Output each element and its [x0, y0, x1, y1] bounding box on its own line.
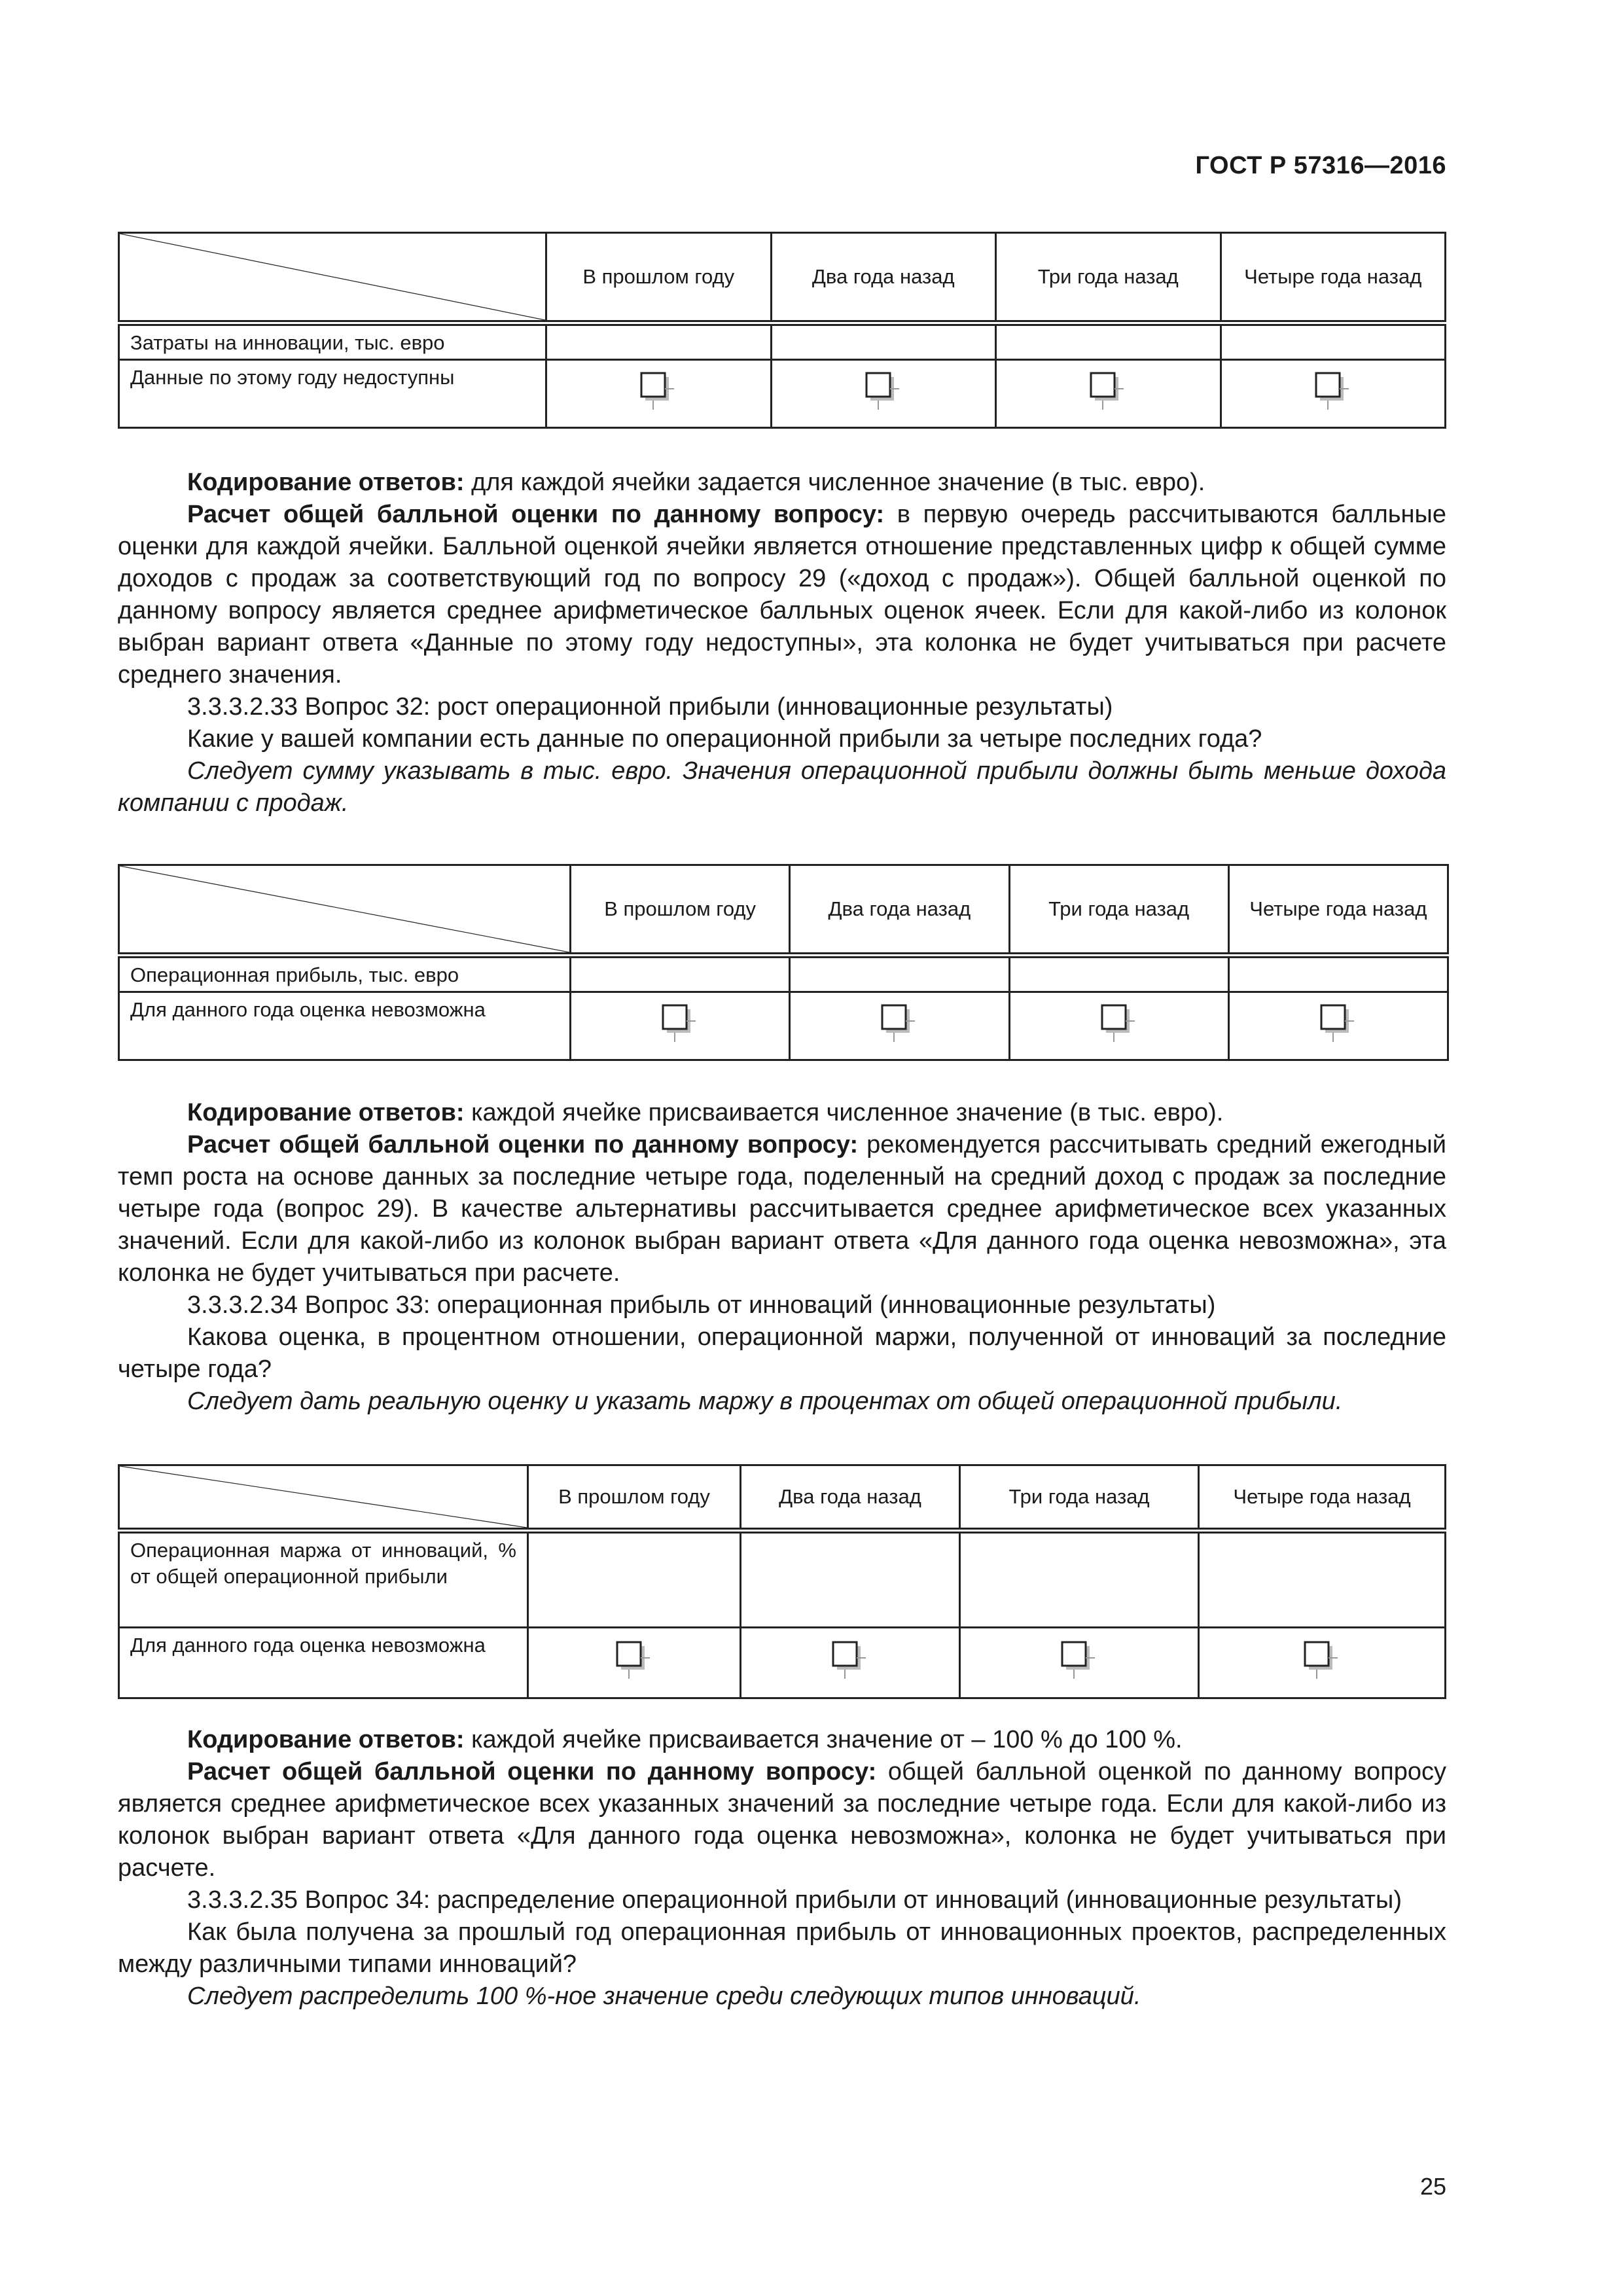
checkbox-icon[interactable] — [1304, 1641, 1340, 1680]
checkbox-icon[interactable] — [1101, 1004, 1137, 1043]
checkbox-icon[interactable] — [616, 1641, 652, 1680]
column-header: Три года назад — [1009, 865, 1228, 956]
diagonal-header-cell — [119, 1465, 528, 1531]
column-header: Четыре года назад — [1199, 1465, 1446, 1531]
row-label: Данные по этому году недоступны — [119, 360, 546, 428]
text-block-3 — [118, 1724, 1446, 2013]
column-header: Два года назад — [771, 233, 996, 323]
row-label: Для данного года оценка невозможна — [119, 1628, 528, 1698]
column-header: Четыре года назад — [1228, 865, 1448, 956]
text-block-1 — [118, 467, 1446, 819]
column-header: Два года назад — [790, 865, 1009, 956]
table-innovation-costs — [118, 232, 1446, 429]
table-operating-profit — [118, 864, 1449, 1061]
value-cell[interactable] — [1009, 956, 1228, 992]
value-cell[interactable] — [790, 956, 1009, 992]
column-header: В прошлом году — [546, 233, 772, 323]
column-header: В прошлом году — [528, 1465, 741, 1531]
question-text: Какие у вашей компании есть данные по операционной прибыли за четыре последних года? — [187, 725, 1262, 753]
question-text: Какова оценка, в процентном отношении, операционной маржи, полученной от инноваций за последние четыре года? — [118, 1323, 1446, 1383]
value-cell[interactable] — [546, 323, 772, 360]
question-note: Следует дать реальную оценку и указать маржу в процентах от общей операционной прибыли. — [187, 1388, 1343, 1415]
checkbox-icon[interactable] — [662, 1004, 698, 1043]
value-cell[interactable] — [771, 323, 996, 360]
question-text: Как была получена за прошлый год операционная прибыль от инновационных проектов, распределенных между различными типами инноваций? — [118, 1918, 1446, 1978]
question-title: 3.3.3.2.33 Вопрос 32: рост операционной прибыли (инновационные результаты) — [187, 693, 1113, 721]
coding-paragraph: Кодирование ответов: для каждой ячейки задается численное значение (в тыс. евро). — [187, 469, 1205, 496]
coding-paragraph: Кодирование ответов: каждой ячейке присваивается значение от – 100 % до 100 %. — [187, 1726, 1183, 1753]
column-header: Три года назад — [996, 233, 1221, 323]
value-cell[interactable] — [960, 1531, 1199, 1628]
row-label: Операционная маржа от инноваций, % от общей операционной прибыли — [119, 1531, 528, 1628]
checkbox-icon[interactable] — [1061, 1641, 1097, 1680]
question-title: 3.3.3.2.34 Вопрос 33: операционная прибыль от инноваций (инновационные результаты) — [187, 1291, 1216, 1319]
value-cell[interactable] — [741, 1531, 960, 1628]
value-cell[interactable] — [1199, 1531, 1446, 1628]
calc-paragraph: Расчет общей балльной оценки по данному вопросу: общей балльной оценкой по данному вопросу является среднее арифметическое всех указанных значений за последние четыре года. Если для какой-либо из колонок выбран вариант ответа «Для данного года оценка невозможна», колонка не будет учитываться при расчете. — [118, 1758, 1446, 1882]
column-header: Два года назад — [741, 1465, 960, 1531]
row-label: Операционная прибыль, тыс. евро — [119, 956, 571, 992]
calc-paragraph: Расчет общей балльной оценки по данному вопросу: рекомендуется рассчитывать средний ежегодный темп роста на основе данных за последние четыре года, поделенный на средний доход с продаж за последние четыре года (вопрос 29). В качестве альтернативы рассчитывается среднее арифметическое всех указанных значений. Если для какой-либо из колонок выбран вариант ответа «Для данного года оценка невозможна», эта колонка не будет учитываться при расчете. — [118, 1131, 1446, 1287]
text-block-2 — [118, 1097, 1446, 1418]
value-cell[interactable] — [1228, 956, 1448, 992]
table-operating-margin — [118, 1464, 1446, 1699]
row-label: Затраты на инновации, тыс. евро — [119, 323, 546, 360]
column-header: В прошлом году — [571, 865, 790, 956]
checkbox-icon[interactable] — [832, 1641, 868, 1680]
question-title: 3.3.3.2.35 Вопрос 34: распределение операционной прибыли от инноваций (инновационные результаты) — [187, 1886, 1402, 1914]
value-cell[interactable] — [528, 1531, 741, 1628]
row-label: Для данного года оценка невозможна — [119, 992, 571, 1060]
question-note: Следует распределить 100 %-ное значение среди следующих типов инноваций. — [187, 1982, 1141, 2010]
checkbox-icon[interactable] — [1090, 372, 1126, 411]
calc-paragraph: Расчет общей балльной оценки по данному вопросу: в первую очередь рассчитываются балльные оценки для каждой ячейки. Балльной оценкой ячейки является отношение представленных цифр к общей сумме доходов с продаж за соответствующий год по вопросу 29 («доход с продаж»). Общей балльной оценкой по данному вопросу является среднее арифметическое балльных оценок ячеек. Если для какой-либо из колонок выбран вариант ответа «Данные по этому году недоступны», эта колонка не будет учитываться при расчете среднего значения. — [118, 501, 1446, 689]
checkbox-icon[interactable] — [865, 372, 902, 411]
document-code: ГОСТ Р 57316—2016 — [1195, 152, 1446, 179]
checkbox-icon[interactable] — [1315, 372, 1351, 411]
column-header: Три года назад — [960, 1465, 1199, 1531]
value-cell[interactable] — [1221, 323, 1446, 360]
diagonal-header-cell — [119, 865, 571, 956]
checkbox-icon[interactable] — [1320, 1004, 1357, 1043]
checkbox-icon[interactable] — [640, 372, 677, 411]
coding-paragraph: Кодирование ответов: каждой ячейке присваивается численное значение (в тыс. евро). — [187, 1099, 1224, 1126]
diagonal-header-cell — [119, 233, 546, 323]
page-number: 25 — [1419, 2173, 1446, 2200]
checkbox-icon[interactable] — [881, 1004, 918, 1043]
value-cell[interactable] — [996, 323, 1221, 360]
value-cell[interactable] — [571, 956, 790, 992]
column-header: Четыре года назад — [1221, 233, 1446, 323]
question-note: Следует сумму указывать в тыс. евро. Значения операционной прибыли должны быть меньше дохода компании с продаж. — [118, 757, 1446, 817]
